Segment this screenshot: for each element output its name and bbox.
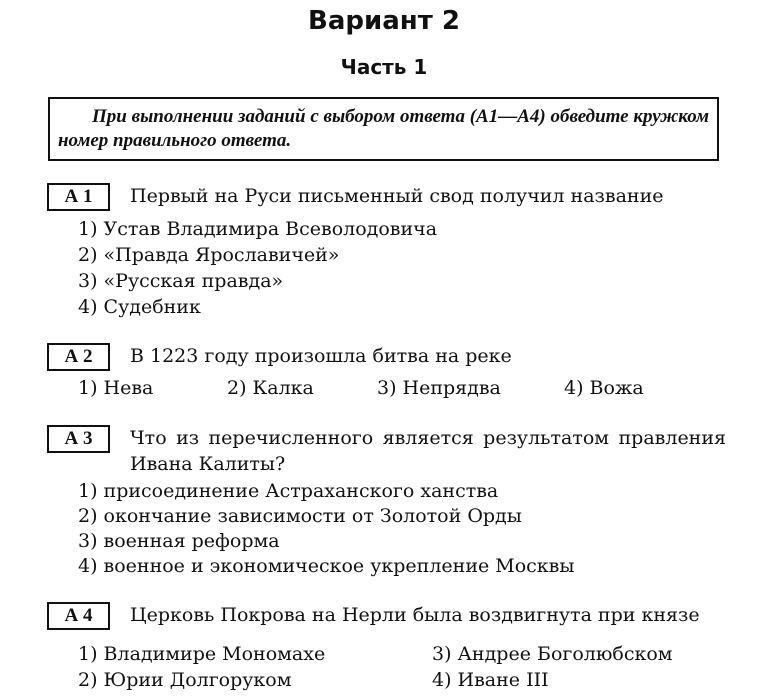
option-a2-3[interactable]: 3) Непрядва bbox=[377, 377, 501, 399]
option-a3-3[interactable]: 3) военная реформа bbox=[78, 530, 280, 552]
option-a1-4[interactable]: 4) Судебник bbox=[78, 296, 201, 318]
option-a4-1[interactable]: 1) Владимире Мономахе bbox=[78, 643, 326, 665]
instruction-box: При выполнении заданий с выбором ответа (А1—А4) обведите кружком номер правильного ответа. bbox=[48, 97, 719, 161]
option-a2-1[interactable]: 1) Нева bbox=[78, 377, 154, 399]
part-subtitle: Часть 1 bbox=[340, 55, 428, 79]
option-a4-3[interactable]: 3) Андрее Боголюбском bbox=[432, 643, 673, 665]
option-a3-1[interactable]: 1) присоединение Астраханского ханства bbox=[78, 480, 499, 502]
question-text-a3-line2: Ивана Калиты? bbox=[130, 453, 286, 475]
option-a2-2[interactable]: 2) Калка bbox=[227, 377, 314, 399]
question-label-a3: А 3 bbox=[47, 425, 110, 453]
question-text-a3-line1: Что из перечисленного является результатом правления bbox=[130, 427, 726, 449]
option-a4-4[interactable]: 4) Иване III bbox=[432, 669, 549, 691]
option-a3-4[interactable]: 4) военное и экономическое укрепление Москвы bbox=[78, 555, 575, 577]
question-text-a1: Первый на Руси письменный свод получил название bbox=[130, 185, 664, 207]
option-a1-1[interactable]: 1) Устав Владимира Всеволодовича bbox=[78, 218, 438, 240]
option-a4-2[interactable]: 2) Юрии Долгоруком bbox=[78, 669, 292, 691]
question-text-a2: В 1223 году произошла битва на реке bbox=[130, 345, 512, 367]
option-a3-2[interactable]: 2) окончание зависимости от Золотой Орды bbox=[78, 505, 522, 527]
question-label-a1: А 1 bbox=[47, 183, 110, 211]
question-text-a4: Церковь Покрова на Нерли была воздвигнута при князе bbox=[130, 604, 700, 626]
question-label-a2: А 2 bbox=[47, 343, 110, 371]
question-label-a4: А 4 bbox=[47, 602, 110, 630]
page-title: Вариант 2 bbox=[308, 6, 460, 36]
option-a2-4[interactable]: 4) Вожа bbox=[564, 377, 644, 399]
option-a1-2[interactable]: 2) «Правда Ярославичей» bbox=[78, 244, 340, 266]
option-a1-3[interactable]: 3) «Русская правда» bbox=[78, 270, 284, 292]
